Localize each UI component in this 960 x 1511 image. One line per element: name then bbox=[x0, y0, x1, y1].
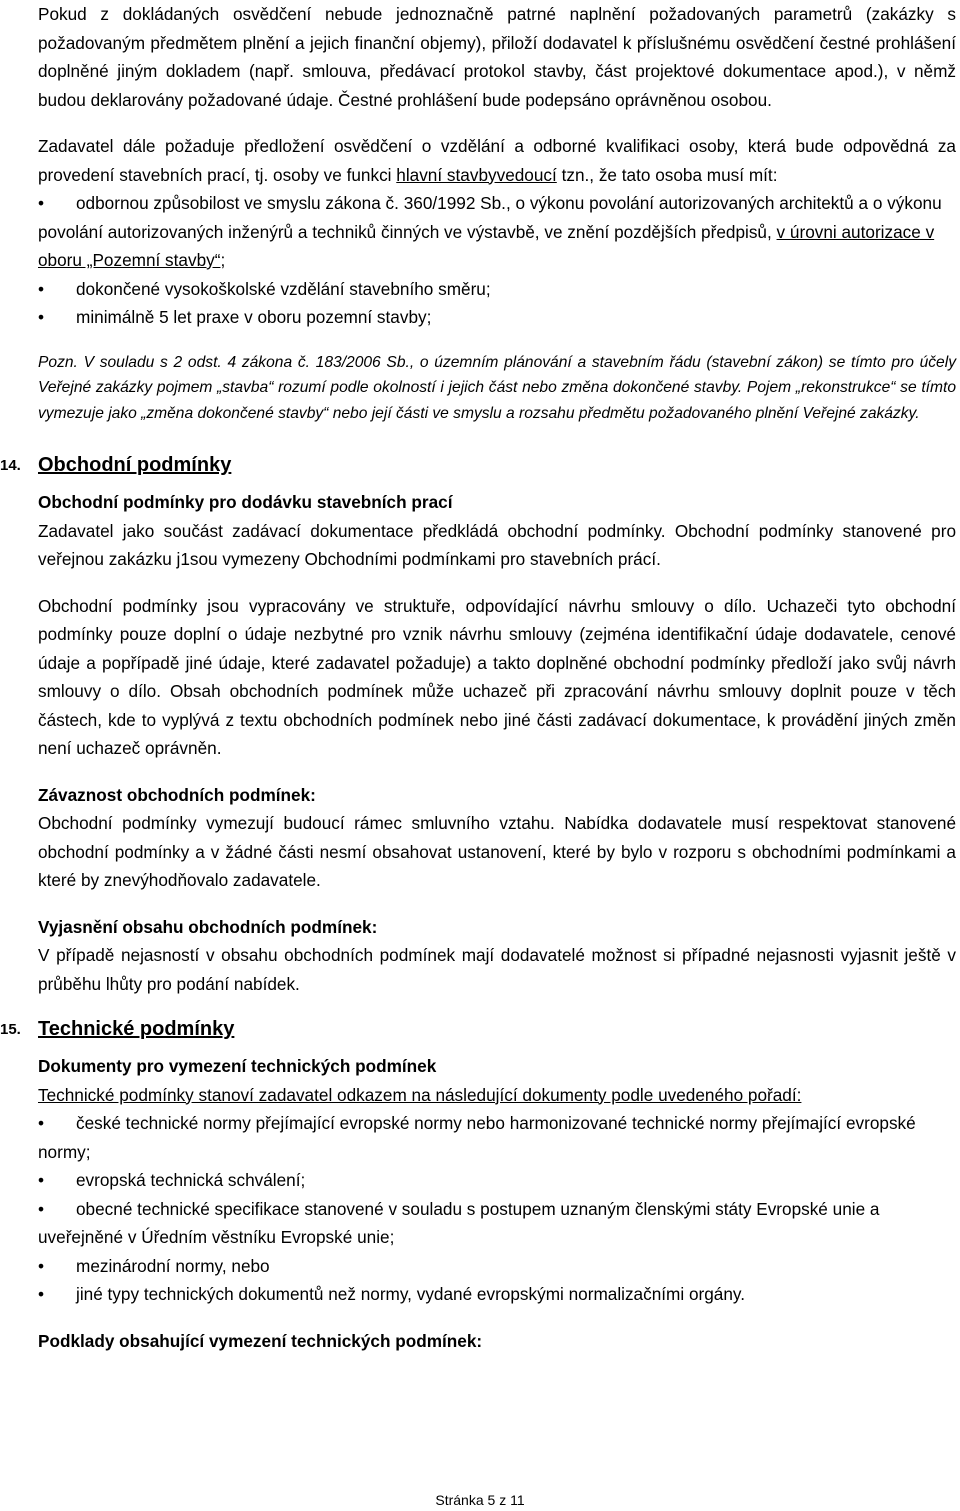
subheading: Podklady obsahující vymezení technických podmínek: bbox=[38, 1330, 483, 1351]
section-heading-14 bbox=[0, 448, 956, 482]
bullet-icon: • bbox=[38, 193, 45, 213]
text-segment: ; bbox=[220, 250, 226, 270]
list-item bbox=[38, 189, 956, 275]
note-paragraph: Pozn. V souladu s 2 odst. 4 zákona č. 183/2006 Sb., o územním plánování a stavebním řádu (stavební zákon) se tímto pro účely Veřejné zakázky pojmem „stavba“ rozumí podle okolností i jejich část nebo změna dokončené stavby. Pojem „rekonstrukce“ se tímto vymezuje jako „změna dokončené stavby“ nebo její části ve smyslu a rozsahu předmětu požadovaného plnění Veřejné zakázky. bbox=[38, 353, 956, 422]
page-footer: Stránka 5 z 11 bbox=[435, 1492, 525, 1508]
list-item bbox=[38, 1166, 956, 1195]
list-item-text: obecné technické specifikace stanovené v souladu s postupem uznaným členskými státy Evropské unie a uveřejněné v Úředním věstníku Evropské unie; bbox=[38, 1198, 880, 1247]
paragraph-affidavit: Pokud z dokládaných osvědčení nebude jednoznačně patrné naplnění požadovaných parametrů (zakázky s požadovaným předmětem plnění a jejich finanční objemy), přiloží dodavatel k příslušnému osvědčení čestné prohlášení doplněné jiným dokladem (např. smlouva, předávací protokol stavby, část projektové dokumentace apod.), v němž budou deklarovány požadované údaje. Čestné prohlášení bude podepsáno oprávněnou osobou. bbox=[38, 4, 956, 110]
subheading: Obchodní podmínky pro dodávku stavebních prací bbox=[38, 492, 453, 512]
list-item-text: dokončené vysokoškolské vzdělání stavebního směru; bbox=[76, 278, 491, 299]
bullet-icon: • bbox=[38, 1113, 45, 1133]
section-title: Obchodní podmínky bbox=[38, 454, 232, 476]
bullet-icon: • bbox=[38, 1198, 45, 1219]
underlined-term: v úrovni autorizace v oboru „Pozemní stavby“ bbox=[38, 221, 935, 270]
bullet-icon: • bbox=[38, 307, 45, 327]
bullet-icon: • bbox=[38, 278, 45, 299]
subheading: Závaznost obchodních podmínek: bbox=[38, 784, 316, 805]
list-item-text: jiné typy technických dokumentů než normy, vydané evropskými normalizačními orgány. bbox=[76, 1284, 746, 1304]
bullet-icon: • bbox=[38, 1284, 45, 1304]
list-item-text: mezinárodní normy, nebo bbox=[76, 1255, 270, 1276]
paragraph: V případě nejasností v obsahu obchodních podmínek mají dodavatelé možnost si případné nejasnosti vyjasnit ještě v průběhu lhůty pro podání nabídek. bbox=[38, 945, 956, 994]
list-item bbox=[38, 1280, 956, 1309]
list-item bbox=[38, 1109, 956, 1166]
text-segment: tzn., že tato osoba musí mít: bbox=[556, 164, 778, 185]
list-item-text: minimálně 5 let praxe v oboru pozemní stavby; bbox=[76, 307, 432, 327]
section-number: 14. bbox=[0, 457, 21, 474]
list-item bbox=[38, 1195, 956, 1252]
section-title: Technické podmínky bbox=[38, 1018, 235, 1040]
paragraph: Zadavatel jako součást zadávací dokumentace předkládá obchodní podmínky. Obchodní podmínky stanovené pro veřejnou zakázku j1sou vymezeny Obchodními podmínkami pro stavebních prácí. bbox=[38, 520, 956, 569]
bullet-icon: • bbox=[38, 1255, 45, 1276]
text-segment: Zadavatel dále požaduje předložení osvědčení o vzdělání a odborné kvalifikaci osoby, která bude odpovědná za provedení stavebních prací, tj. osoby ve funkci bbox=[38, 136, 956, 185]
list-item-text: odbornou způsobilost ve smyslu zákona č. 360/1992 Sb., o výkonu povolání autorizovaných architektů a o výkonu povolání autorizovaných inženýrů a techniků činných ve výstavbě, ve znění pozdějších předpisů, bbox=[38, 193, 942, 242]
list-item bbox=[38, 303, 956, 332]
paragraph-underlined: Technické podmínky stanoví zadavatel odkazem na následující dokumenty podle uvedeného pořadí: bbox=[38, 1084, 802, 1105]
subheading: Dokumenty pro vymezení technických podmínek bbox=[38, 1056, 437, 1076]
list-item-text: evropská technická schválení; bbox=[76, 1170, 306, 1190]
bullet-icon: • bbox=[38, 1170, 45, 1190]
list-item bbox=[38, 275, 956, 304]
paragraph: Obchodní podmínky jsou vypracovány ve struktuře, odpovídající návrhu smlouvy o dílo. Uchazeči tyto obchodní podmínky pouze doplní o údaje nezbytné pro vznik návrhu smlouvy (zejména identifikační údaje dodavatele, cenové údaje a popřípadě jiné údaje, které zadavatel požaduje) a takto doplněné obchodní podmínky předloží jako svůj návrh smlouvy o dílo. Obsah obchodních podmínek může uchazeč při zpracování návrhu smlouvy doplnit pouze v těch částech, kde to vyplývá z textu obchodních podmínek nebo jiné části zadávací dokumentace, k provádění jiných změn není uchazeč oprávněn. bbox=[38, 595, 956, 758]
subheading: Vyjasnění obsahu obchodních podmínek: bbox=[38, 916, 378, 937]
list-item-text: české technické normy přejímající evropské normy nebo harmonizované technické normy přejímající evropské normy; bbox=[38, 1113, 916, 1162]
section-number: 15. bbox=[0, 1021, 21, 1038]
section-heading-15 bbox=[0, 1012, 956, 1046]
list-item bbox=[38, 1252, 956, 1281]
paragraph-qualification-intro bbox=[38, 132, 956, 189]
underlined-term: hlavní stavbyvedoucí bbox=[396, 164, 557, 185]
paragraph: Obchodní podmínky vymezují budoucí rámec smluvního vztahu. Nabídka dodavatele musí respektovat stanovené obchodní podmínky a v žádné části nesmí obsahovat ustanovení, které by bylo v rozporu s obchodními podmínkami a které by znevýhodňovalo zadavatele. bbox=[38, 813, 956, 890]
